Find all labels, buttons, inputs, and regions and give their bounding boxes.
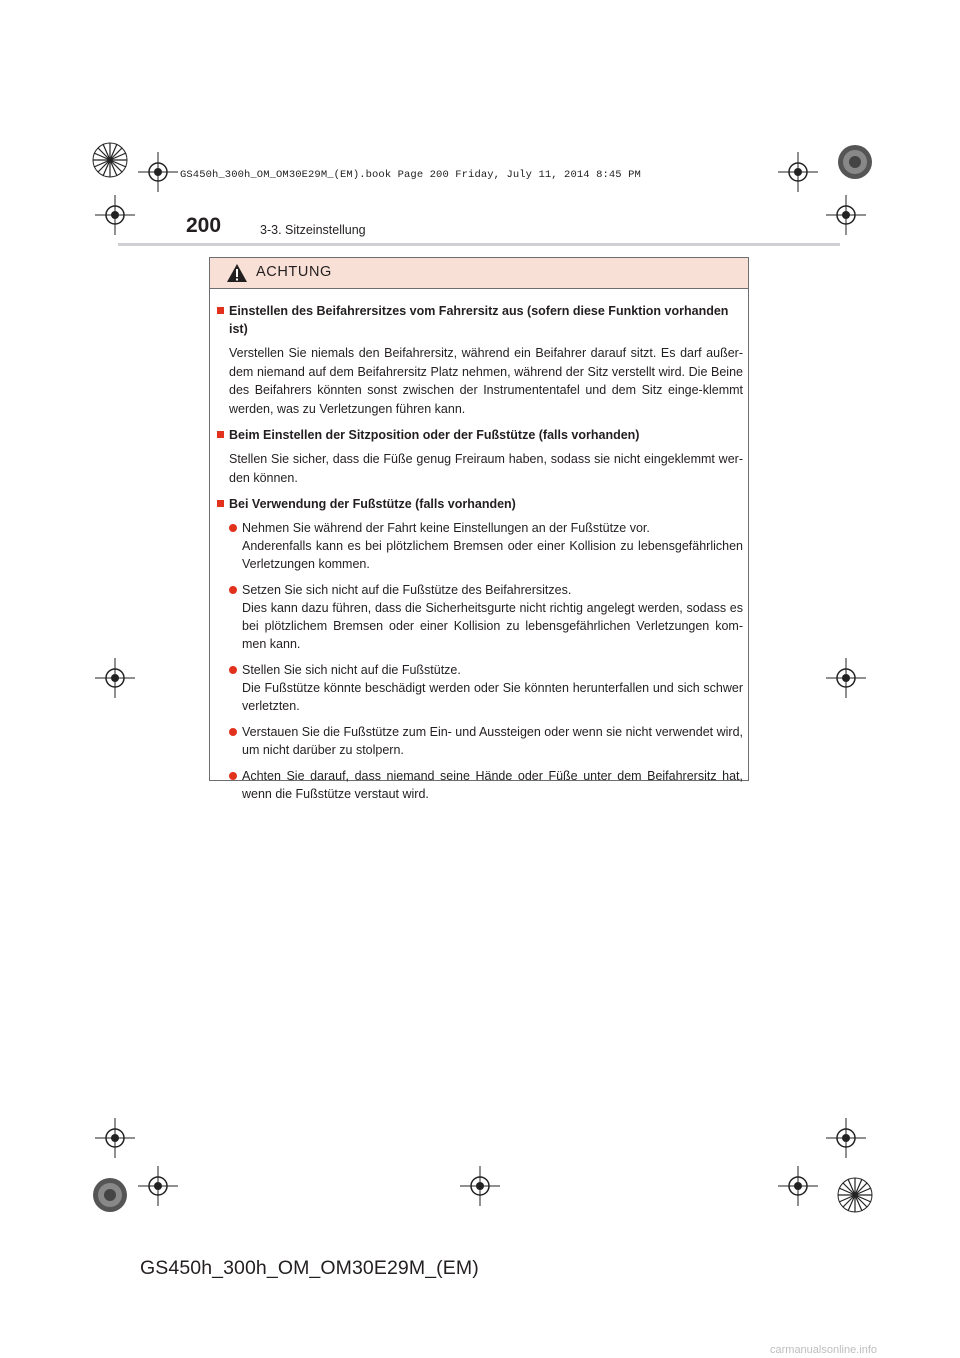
starburst-icon	[90, 140, 130, 180]
list-item	[217, 723, 743, 759]
bullet-lead: Verstauen Sie die Fußstütze zum Ein- und Aussteigen oder wenn sie nicht verwendet wird, um nicht darüber zu stolpern.	[242, 725, 743, 757]
section-title: 3-3. Sitzeinstellung	[260, 223, 366, 237]
crosshair-icon	[826, 195, 866, 235]
list-item	[217, 519, 743, 573]
document-code: GS450h_300h_OM_OM30E29M_(EM)	[140, 1257, 479, 1279]
list-item	[217, 581, 743, 653]
red-dot-icon	[229, 666, 237, 674]
section-heading: Beim Einstellen der Sitzposition oder der Fußstütze (falls vorhanden)	[229, 428, 640, 442]
warning-title: ACHTUNG	[256, 264, 332, 280]
crosshair-icon	[826, 658, 866, 698]
print-info-line: GS450h_300h_OM_OM30E29M_(EM).book Page 200 Friday, July 11, 2014 8:45 PM	[180, 169, 641, 181]
warning-box	[209, 257, 749, 801]
header-rule	[118, 243, 840, 246]
bullet-text: Dies kann dazu führen, dass die Sicherheitsgurte nicht richtig angelegt werden, sodass es bei plötzlichem Bremsen oder einer Kollision zu lebensgefährlichen Verletzungen kom-men kann.	[242, 601, 743, 651]
crosshair-icon	[95, 658, 135, 698]
crosshair-icon	[826, 1118, 866, 1158]
page-number: 200	[186, 214, 222, 237]
bullet-text: Anderenfalls kann es bei plötzlichem Bremsen oder einer Kollision zu lebensgefährlichen Verletzungen kommen.	[242, 539, 743, 571]
crosshair-icon	[778, 152, 818, 192]
crosshair-icon	[460, 1166, 500, 1206]
watermark: carmanualsonline.info	[770, 1344, 878, 1356]
warning-content	[217, 302, 743, 811]
section-body: Verstellen Sie niemals den Beifahrersitz, während ein Beifahrer darauf sitzt. Es darf außer-dem niemand auf dem Beifahrersitz Platz nehmen, während der Sitz verstellt wird. Die Beine des Beifahrers könnten sonst zwischen der Instrumententafel und dem Sitz einge-klemmt werden, was zu Verletzungen führen kann.	[229, 346, 743, 416]
red-square-icon	[217, 431, 224, 438]
list-item	[217, 661, 743, 715]
gray-target-icon	[835, 142, 875, 182]
warning-section	[217, 495, 743, 803]
warning-section	[217, 426, 743, 487]
section-heading: Bei Verwendung der Fußstütze (falls vorhanden)	[229, 497, 516, 511]
bullet-lead: Achten Sie darauf, dass niemand seine Hände oder Füße unter dem Beifahrersitz hat, wenn die Fußstütze verstaut wird.	[242, 769, 743, 801]
warning-triangle-icon	[226, 263, 248, 283]
list-item	[217, 767, 743, 803]
bullet-lead: Stellen Sie sich nicht auf die Fußstütze.	[242, 663, 461, 677]
warning-section	[217, 302, 743, 418]
red-dot-icon	[229, 586, 237, 594]
bullet-lead: Setzen Sie sich nicht auf die Fußstütze des Beifahrersitzes.	[242, 583, 572, 597]
red-dot-icon	[229, 728, 237, 736]
red-dot-icon	[229, 772, 237, 780]
warning-header	[210, 258, 748, 289]
crosshair-icon	[138, 152, 178, 192]
red-square-icon	[217, 500, 224, 507]
crosshair-icon	[95, 195, 135, 235]
bullet-lead: Nehmen Sie während der Fahrt keine Einstellungen an der Fußstütze vor.	[242, 521, 650, 535]
crosshair-icon	[138, 1166, 178, 1206]
red-square-icon	[217, 307, 224, 314]
crosshair-icon	[778, 1166, 818, 1206]
red-dot-icon	[229, 524, 237, 532]
crosshair-icon	[95, 1118, 135, 1158]
starburst-icon	[835, 1175, 875, 1215]
section-body: Stellen Sie sicher, dass die Füße genug Freiraum haben, sodass sie nicht eingeklemmt wer-den können.	[229, 452, 743, 485]
gray-target-icon	[90, 1175, 130, 1215]
section-heading: Einstellen des Beifahrersitzes vom Fahrersitz aus (sofern diese Funktion vorhanden ist)	[229, 304, 729, 336]
bullet-text: Die Fußstütze könnte beschädigt werden oder Sie könnten herunterfallen und sich schwer verletzten.	[242, 681, 743, 713]
